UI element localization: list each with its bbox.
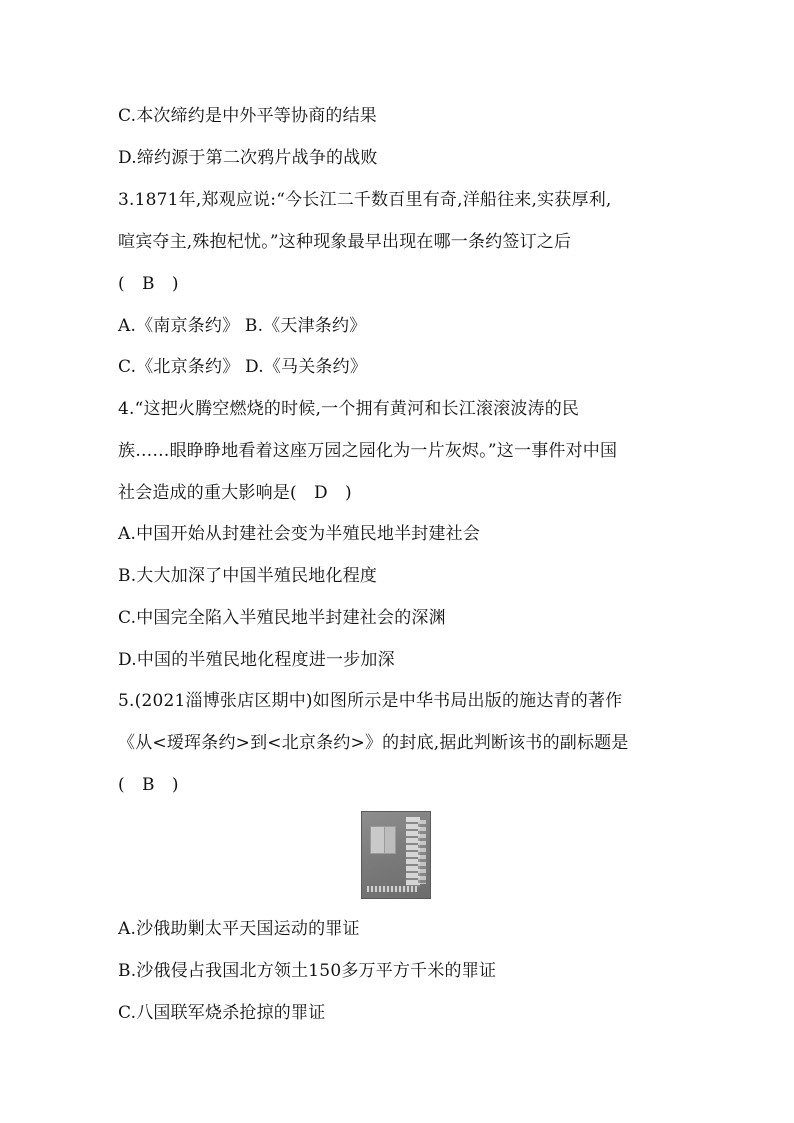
book-back-cover-image [361,811,431,899]
question-4-line-1: 4.“这把火腾空燃烧的时候,一个拥有黄河和长江滚滚波涛的民 [118,399,580,419]
question-3-options-cd: C.《北京条约》 D.《马关条约》 [118,357,368,377]
question-4-line-2: 族……眼睁睁地看着这座万园之园化为一片灰烬。”这一事件对中国 [118,441,618,461]
cover-barcode [367,886,417,892]
option-a-q5: A.沙俄助剿太平天国运动的罪证 [118,919,360,939]
question-3-line-2: 喧宾夺主,殊抱杞忧。”这种现象最早出现在哪一条约签订之后 [118,232,572,252]
cover-label-secondary [384,826,396,854]
option-b-q5: B.沙俄侵占我国北方领土150多万平方千米的罪证 [118,961,497,981]
question-4-line-3: 社会造成的重大影响是( D ) [118,483,352,503]
cover-label [370,826,385,854]
cover-vertical-subtitle [418,820,426,884]
option-b-q4: B.大大加深了中国半殖民地化程度 [118,566,378,586]
question-3-line-1: 3.1871年,郑观应说:“今长江二千数百里有奇,洋船往来,实获厚利, [118,190,612,210]
option-d-q2: D.缔约源于第二次鸦片战争的战败 [118,148,378,168]
question-5-line-2: 《从<瑷珲条约>到<北京条约>》的封底,据此判断该书的副标题是 [118,733,629,753]
question-5-answer: ( B ) [118,775,179,795]
option-a-q4: A.中国开始从封建社会变为半殖民地半封建社会 [118,524,481,544]
question-3-answer: ( B ) [118,274,179,294]
option-c-q2: C.本次缔约是中外平等协商的结果 [118,106,378,126]
option-c-q5: C.八国联军烧杀抢掠的罪证 [118,1003,326,1023]
question-3-options-ab: A.《南京条约》 B.《天津条约》 [118,316,367,336]
option-c-q4: C.中国完全陷入半殖民地半封建社会的深渊 [118,608,446,628]
question-5-line-1: 5.(2021淄博张店区期中)如图所示是中华书局出版的施达青的著作 [118,691,623,711]
option-d-q4: D.中国的半殖民地化程度进一步加深 [118,650,395,670]
